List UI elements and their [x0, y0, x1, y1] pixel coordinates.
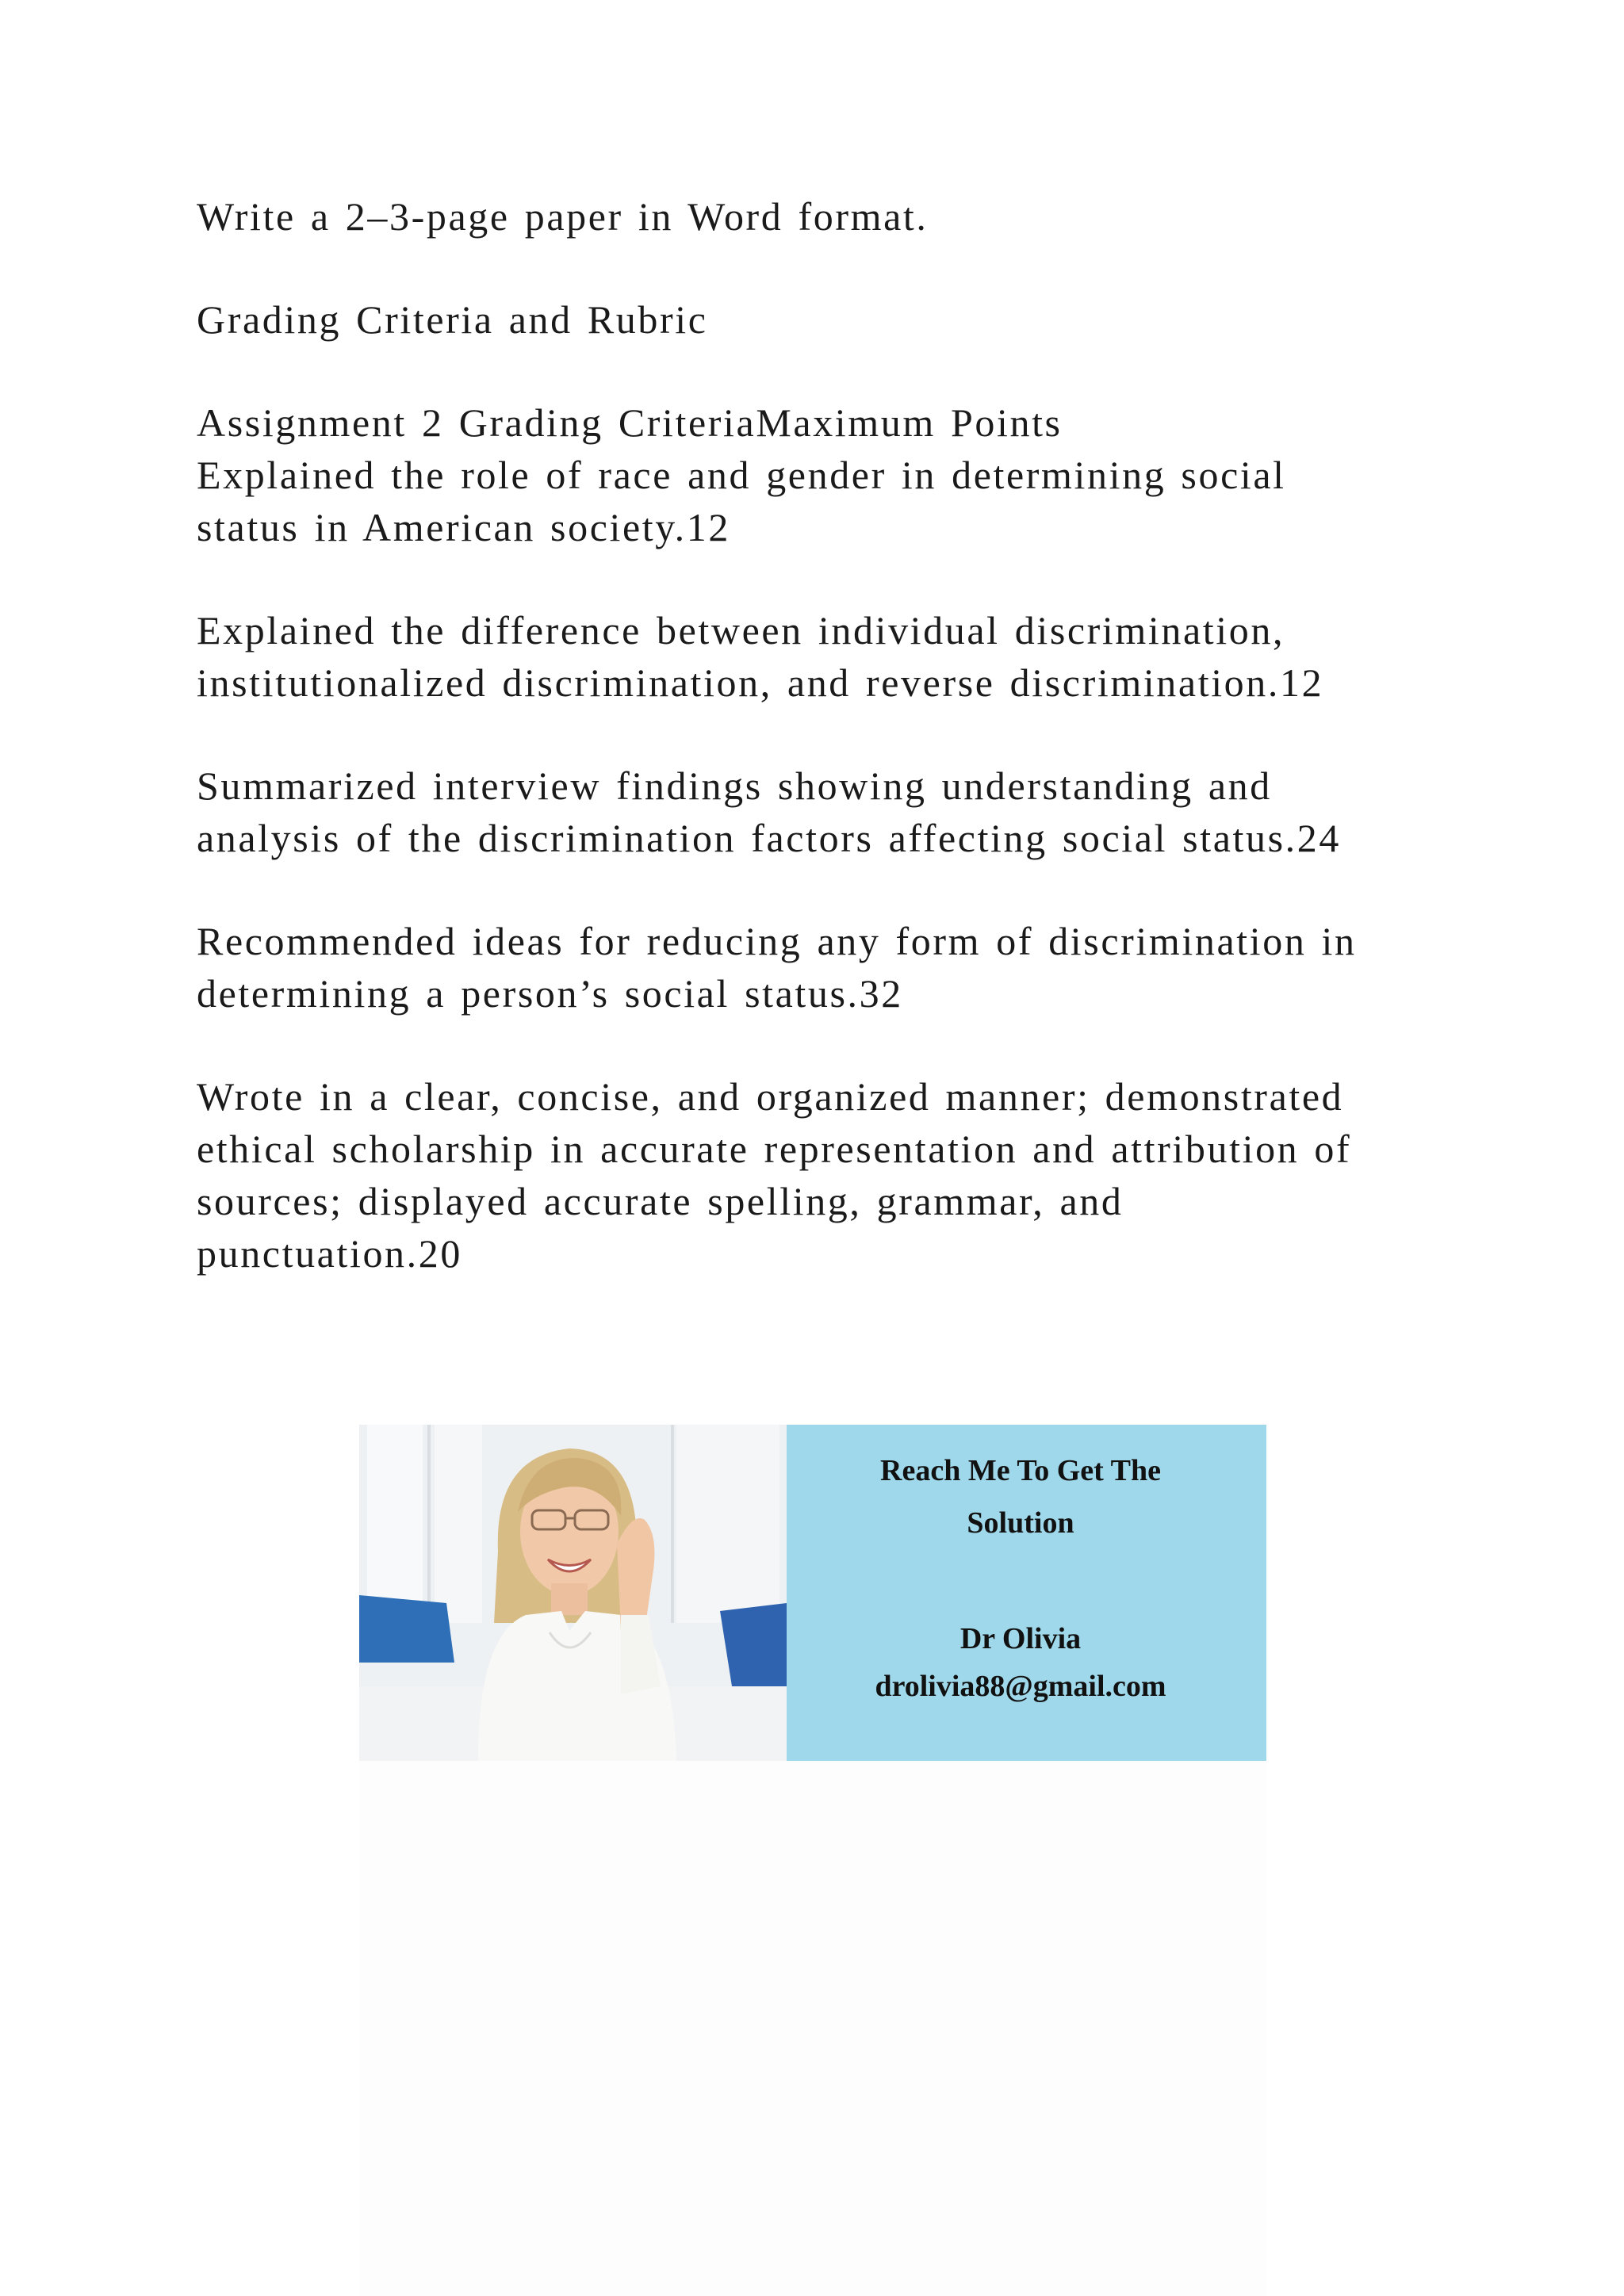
text-line: analysis of the discrimination factors affecting social status.24	[197, 816, 1341, 860]
contact-email[interactable]: drolivia88@gmail.com	[875, 1670, 1166, 1703]
paragraph-criteria-1	[197, 396, 1465, 553]
paragraph-rubric-heading	[197, 293, 1465, 346]
contact-info-panel	[787, 1425, 1266, 1761]
text-line: Write a 2–3-page paper in Word format.	[197, 194, 929, 239]
text-line: institutionalized discrimination, and reverse discrimination.12	[197, 660, 1324, 705]
text-line: sources; displayed accurate spelling, grammar, and	[197, 1179, 1124, 1223]
text-line: Recommended ideas for reducing any form of discrimination in	[197, 919, 1357, 963]
text-line: Grading Criteria and Rubric	[197, 297, 708, 342]
paragraph-criteria-5	[197, 1070, 1465, 1280]
text-line: determining a person’s social status.32	[197, 971, 903, 1016]
document-body	[197, 190, 1465, 1280]
paragraph-instructions	[197, 190, 1465, 243]
paragraph-criteria-2	[197, 604, 1465, 709]
text-line: Summarized interview findings showing understanding and	[197, 763, 1272, 808]
text-line: punctuation.20	[197, 1231, 462, 1276]
paragraph-criteria-4	[197, 915, 1465, 1020]
text-line: ethical scholarship in accurate representation and attribution of	[197, 1127, 1352, 1171]
blank-image-area	[359, 1761, 1266, 2296]
contact-banner[interactable]	[359, 1425, 1266, 1761]
contact-name: Dr Olivia	[959, 1622, 1082, 1655]
woman-with-glasses-photo	[359, 1425, 787, 1761]
text-line: Explained the difference between individual discrimination,	[197, 608, 1285, 652]
text-line: Wrote in a clear, concise, and organized manner; demonstrated	[197, 1074, 1344, 1119]
text-line: Assignment 2 Grading CriteriaMaximum Points	[197, 400, 1063, 445]
banner-headline: Reach Me To Get The	[880, 1454, 1161, 1487]
banner-headline-2: Solution	[967, 1506, 1074, 1540]
text-line: status in American society.12	[197, 505, 730, 549]
paragraph-criteria-3	[197, 760, 1465, 864]
text-line: Explained the role of race and gender in determining social	[197, 453, 1286, 497]
